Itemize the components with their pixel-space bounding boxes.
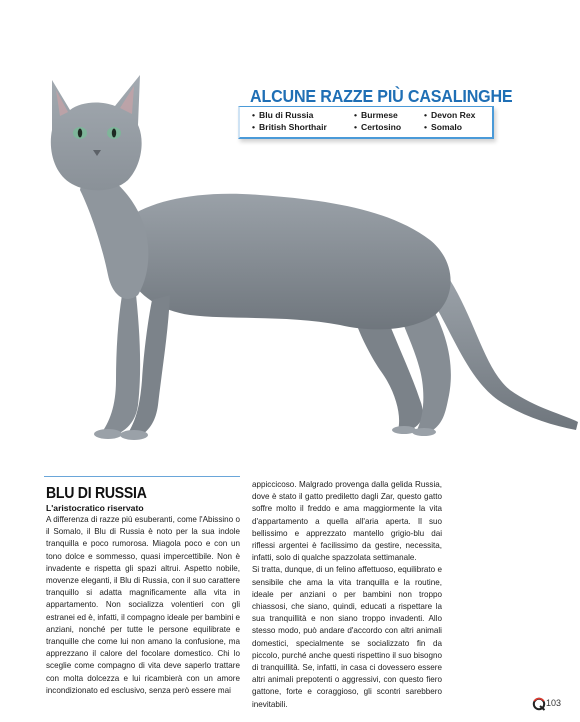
article-paragraph: Si tratta, dunque, di un felino affettuoso, equilibrato e sensibile che ama la vita tranquilla e la routine, ideale per anziani o per bambini non troppo chiassosi, che siano, quindi, educati a rispettare la sua tranquillità e non siano troppo invadenti. Allo stesso modo, può andare d'accordo con altri animali domestici, specialmente se socializzato fin da piccolo, purché anche questi rispettino il suo bisogno di tranquillità. Se, infatti, in casa ci dovessero essere altri animali prepotenti o aggressivi, con questo fiero gattone, forte e coraggioso, gli scontri sarebbero inevitabili.: [252, 565, 442, 709]
article-title: BLU DI RUSSIA: [46, 485, 147, 502]
article-left-column: [46, 514, 240, 697]
breed-item: • Devon Rex: [424, 110, 475, 122]
article-paragraph: appiccicoso. Malgrado provenga dalla gelida Russia, dove è stato il gatto prediletto dagli Zar, questo gatto soffre molto il freddo e ama maggiormente la vita d'appartamento a quella all'aria aperta. Il suo bellissimo e apprezzato mantello grigio-blu dai riflessi argentei è facilissimo da gestire, necessita, infatti, solo di qualche spazzolata settimanale.: [252, 480, 442, 563]
breeds-column-1: [252, 110, 327, 133]
article-paragraph: A differenza di razze più esuberanti, come l'Abissino o il Somalo, il Blu di Russia è noto per la sua indole tranquilla e poco rumorosa. Miagola poco e con un tono dolce e sommesso, quasi impercettibile. Non è invadente e rispetta gli spazi altrui. Aspetto nobile, movenze eleganti, il Blu di Russia, con il suo carattere tranquillo si adatta magnificamente alla vita in appartamento. Non socializza volentieri con gli estranei ed è, infatti, il compagno ideale per bambini e anziani, nonché per tutte le persone equilibrate e tranquille che come lui non amano la confusione, ma apprezzano il calore del focolare domestico. Chi lo sceglie come compagno di vita deve saperlo trattare con molta dolcezza e lui ricambierà con un amore incondizionato ed esclusivo, senza però essere mai: [46, 515, 240, 695]
breeds-column-3: [424, 110, 475, 133]
q-logo-icon: [532, 697, 546, 711]
breed-item: • Somalo: [424, 122, 475, 134]
page-number: 103: [546, 698, 562, 708]
breed-item: • Burmese: [354, 110, 401, 122]
breeds-column-2: [354, 110, 401, 133]
breed-item: • British Shorthair: [252, 122, 327, 134]
breeds-box-title: ALCUNE RAZZE PIÙ CASALINGHE: [250, 86, 513, 106]
article-subtitle: L'aristocratico riservato: [46, 503, 144, 513]
breed-item: • Blu di Russia: [252, 110, 327, 122]
breeds-box: [238, 86, 513, 152]
breed-item: • Certosino: [354, 122, 401, 134]
section-divider: [44, 476, 240, 477]
article-right-column: [252, 479, 442, 711]
